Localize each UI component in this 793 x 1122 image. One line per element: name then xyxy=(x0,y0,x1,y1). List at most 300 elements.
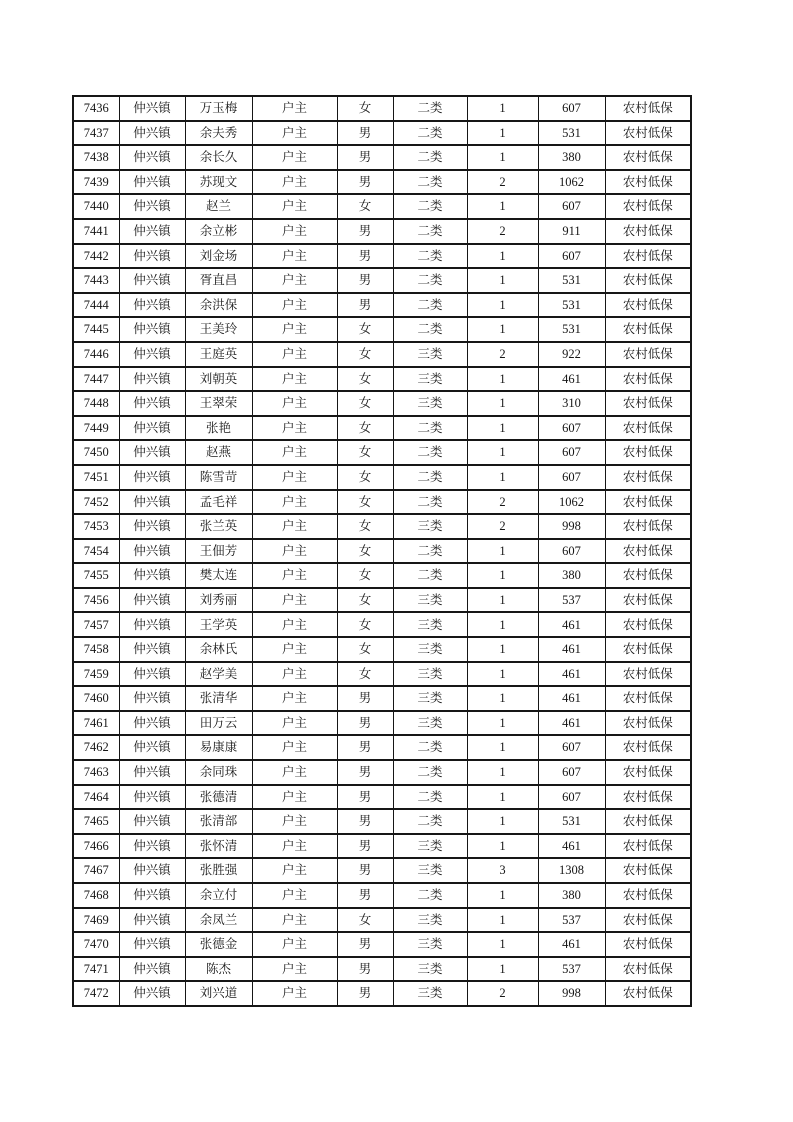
cell-category: 二类 xyxy=(393,490,467,515)
cell-benefit_type: 农村低保 xyxy=(605,121,691,146)
cell-relation: 户主 xyxy=(252,121,337,146)
cell-gender: 女 xyxy=(337,539,393,564)
cell-gender: 男 xyxy=(337,760,393,785)
cell-benefit_type: 农村低保 xyxy=(605,342,691,367)
cell-amount: 537 xyxy=(538,588,605,613)
table-row xyxy=(73,514,691,539)
cell-town: 仲兴镇 xyxy=(119,883,185,908)
cell-serial: 7460 xyxy=(73,686,119,711)
cell-name: 张胜强 xyxy=(185,858,252,883)
cell-gender: 女 xyxy=(337,367,393,392)
cell-amount: 531 xyxy=(538,293,605,318)
cell-persons: 1 xyxy=(467,317,538,342)
cell-town: 仲兴镇 xyxy=(119,809,185,834)
cell-persons: 1 xyxy=(467,834,538,859)
table-row xyxy=(73,809,691,834)
cell-town: 仲兴镇 xyxy=(119,367,185,392)
cell-amount: 461 xyxy=(538,932,605,957)
cell-gender: 女 xyxy=(337,465,393,490)
cell-amount: 607 xyxy=(538,539,605,564)
table-row xyxy=(73,908,691,933)
cell-amount: 1308 xyxy=(538,858,605,883)
cell-benefit_type: 农村低保 xyxy=(605,514,691,539)
cell-benefit_type: 农村低保 xyxy=(605,539,691,564)
cell-amount: 310 xyxy=(538,391,605,416)
cell-persons: 1 xyxy=(467,809,538,834)
cell-town: 仲兴镇 xyxy=(119,686,185,711)
cell-benefit_type: 农村低保 xyxy=(605,735,691,760)
cell-serial: 7464 xyxy=(73,785,119,810)
cell-relation: 户主 xyxy=(252,96,337,121)
cell-amount: 537 xyxy=(538,908,605,933)
cell-category: 三类 xyxy=(393,686,467,711)
cell-serial: 7465 xyxy=(73,809,119,834)
cell-gender: 女 xyxy=(337,612,393,637)
table-row xyxy=(73,932,691,957)
cell-name: 张怀清 xyxy=(185,834,252,859)
cell-gender: 女 xyxy=(337,662,393,687)
cell-serial: 7444 xyxy=(73,293,119,318)
cell-relation: 户主 xyxy=(252,932,337,957)
cell-category: 二类 xyxy=(393,194,467,219)
cell-benefit_type: 农村低保 xyxy=(605,293,691,318)
cell-name: 王美玲 xyxy=(185,317,252,342)
cell-serial: 7443 xyxy=(73,268,119,293)
cell-relation: 户主 xyxy=(252,834,337,859)
cell-category: 二类 xyxy=(393,563,467,588)
cell-gender: 男 xyxy=(337,711,393,736)
cell-gender: 男 xyxy=(337,785,393,810)
cell-category: 三类 xyxy=(393,981,467,1006)
table-row xyxy=(73,637,691,662)
cell-name: 王庭英 xyxy=(185,342,252,367)
cell-gender: 女 xyxy=(337,440,393,465)
cell-category: 二类 xyxy=(393,809,467,834)
table-row xyxy=(73,539,691,564)
table-row xyxy=(73,194,691,219)
cell-serial: 7472 xyxy=(73,981,119,1006)
cell-gender: 女 xyxy=(337,96,393,121)
cell-name: 万玉梅 xyxy=(185,96,252,121)
cell-name: 余凤兰 xyxy=(185,908,252,933)
cell-town: 仲兴镇 xyxy=(119,612,185,637)
table-row xyxy=(73,268,691,293)
cell-town: 仲兴镇 xyxy=(119,957,185,982)
cell-serial: 7439 xyxy=(73,170,119,195)
cell-benefit_type: 农村低保 xyxy=(605,932,691,957)
cell-amount: 531 xyxy=(538,809,605,834)
cell-amount: 607 xyxy=(538,96,605,121)
cell-town: 仲兴镇 xyxy=(119,637,185,662)
cell-town: 仲兴镇 xyxy=(119,539,185,564)
cell-gender: 女 xyxy=(337,391,393,416)
table-row xyxy=(73,883,691,908)
cell-persons: 1 xyxy=(467,539,538,564)
cell-serial: 7463 xyxy=(73,760,119,785)
cell-town: 仲兴镇 xyxy=(119,785,185,810)
cell-relation: 户主 xyxy=(252,563,337,588)
cell-benefit_type: 农村低保 xyxy=(605,686,691,711)
cell-amount: 607 xyxy=(538,760,605,785)
cell-relation: 户主 xyxy=(252,194,337,219)
cell-persons: 1 xyxy=(467,121,538,146)
cell-persons: 1 xyxy=(467,96,538,121)
cell-gender: 女 xyxy=(337,563,393,588)
cell-amount: 380 xyxy=(538,145,605,170)
cell-category: 三类 xyxy=(393,612,467,637)
cell-town: 仲兴镇 xyxy=(119,465,185,490)
cell-town: 仲兴镇 xyxy=(119,342,185,367)
cell-serial: 7442 xyxy=(73,244,119,269)
cell-benefit_type: 农村低保 xyxy=(605,711,691,736)
cell-benefit_type: 农村低保 xyxy=(605,588,691,613)
cell-category: 二类 xyxy=(393,293,467,318)
cell-town: 仲兴镇 xyxy=(119,219,185,244)
cell-town: 仲兴镇 xyxy=(119,711,185,736)
cell-name: 余立付 xyxy=(185,883,252,908)
cell-category: 三类 xyxy=(393,367,467,392)
table-row xyxy=(73,219,691,244)
cell-persons: 1 xyxy=(467,760,538,785)
table-row xyxy=(73,563,691,588)
cell-relation: 户主 xyxy=(252,416,337,441)
cell-gender: 男 xyxy=(337,834,393,859)
cell-serial: 7437 xyxy=(73,121,119,146)
cell-serial: 7468 xyxy=(73,883,119,908)
cell-serial: 7469 xyxy=(73,908,119,933)
cell-persons: 2 xyxy=(467,219,538,244)
cell-category: 三类 xyxy=(393,637,467,662)
cell-name: 余洪保 xyxy=(185,293,252,318)
cell-name: 赵兰 xyxy=(185,194,252,219)
cell-gender: 男 xyxy=(337,957,393,982)
cell-benefit_type: 农村低保 xyxy=(605,809,691,834)
cell-serial: 7457 xyxy=(73,612,119,637)
cell-persons: 1 xyxy=(467,735,538,760)
cell-gender: 男 xyxy=(337,981,393,1006)
cell-benefit_type: 农村低保 xyxy=(605,244,691,269)
cell-gender: 女 xyxy=(337,908,393,933)
cell-amount: 607 xyxy=(538,785,605,810)
cell-name: 余夫秀 xyxy=(185,121,252,146)
cell-gender: 女 xyxy=(337,490,393,515)
cell-category: 二类 xyxy=(393,317,467,342)
cell-relation: 户主 xyxy=(252,391,337,416)
cell-serial: 7456 xyxy=(73,588,119,613)
cell-serial: 7462 xyxy=(73,735,119,760)
cell-benefit_type: 农村低保 xyxy=(605,785,691,810)
cell-benefit_type: 农村低保 xyxy=(605,760,691,785)
cell-amount: 380 xyxy=(538,563,605,588)
cell-name: 余立彬 xyxy=(185,219,252,244)
cell-name: 陈杰 xyxy=(185,957,252,982)
cell-name: 余长久 xyxy=(185,145,252,170)
cell-gender: 男 xyxy=(337,735,393,760)
cell-category: 二类 xyxy=(393,465,467,490)
cell-name: 张德清 xyxy=(185,785,252,810)
cell-category: 二类 xyxy=(393,440,467,465)
cell-name: 张兰英 xyxy=(185,514,252,539)
cell-town: 仲兴镇 xyxy=(119,514,185,539)
table-row xyxy=(73,588,691,613)
cell-benefit_type: 农村低保 xyxy=(605,490,691,515)
cell-town: 仲兴镇 xyxy=(119,981,185,1006)
cell-serial: 7441 xyxy=(73,219,119,244)
cell-town: 仲兴镇 xyxy=(119,194,185,219)
cell-relation: 户主 xyxy=(252,342,337,367)
cell-gender: 女 xyxy=(337,416,393,441)
cell-name: 张清部 xyxy=(185,809,252,834)
cell-category: 三类 xyxy=(393,391,467,416)
cell-persons: 1 xyxy=(467,637,538,662)
cell-persons: 1 xyxy=(467,932,538,957)
cell-serial: 7459 xyxy=(73,662,119,687)
cell-name: 孟毛祥 xyxy=(185,490,252,515)
cell-category: 二类 xyxy=(393,170,467,195)
cell-persons: 1 xyxy=(467,416,538,441)
cell-benefit_type: 农村低保 xyxy=(605,170,691,195)
cell-category: 二类 xyxy=(393,244,467,269)
cell-amount: 380 xyxy=(538,883,605,908)
cell-serial: 7445 xyxy=(73,317,119,342)
cell-amount: 537 xyxy=(538,957,605,982)
cell-relation: 户主 xyxy=(252,490,337,515)
cell-category: 三类 xyxy=(393,662,467,687)
cell-category: 三类 xyxy=(393,932,467,957)
table-row xyxy=(73,834,691,859)
cell-name: 苏现文 xyxy=(185,170,252,195)
cell-name: 张艳 xyxy=(185,416,252,441)
table-row xyxy=(73,711,691,736)
cell-name: 王翠荣 xyxy=(185,391,252,416)
cell-relation: 户主 xyxy=(252,367,337,392)
cell-persons: 3 xyxy=(467,858,538,883)
cell-amount: 1062 xyxy=(538,490,605,515)
cell-category: 二类 xyxy=(393,539,467,564)
cell-category: 二类 xyxy=(393,121,467,146)
cell-relation: 户主 xyxy=(252,981,337,1006)
cell-persons: 1 xyxy=(467,662,538,687)
cell-category: 二类 xyxy=(393,883,467,908)
cell-serial: 7453 xyxy=(73,514,119,539)
cell-persons: 2 xyxy=(467,170,538,195)
table-row xyxy=(73,367,691,392)
cell-town: 仲兴镇 xyxy=(119,932,185,957)
cell-town: 仲兴镇 xyxy=(119,170,185,195)
cell-relation: 户主 xyxy=(252,268,337,293)
cell-category: 二类 xyxy=(393,96,467,121)
cell-category: 三类 xyxy=(393,834,467,859)
cell-town: 仲兴镇 xyxy=(119,145,185,170)
table-row xyxy=(73,612,691,637)
cell-gender: 女 xyxy=(337,194,393,219)
cell-benefit_type: 农村低保 xyxy=(605,957,691,982)
cell-town: 仲兴镇 xyxy=(119,317,185,342)
cell-name: 赵燕 xyxy=(185,440,252,465)
cell-town: 仲兴镇 xyxy=(119,121,185,146)
cell-serial: 7466 xyxy=(73,834,119,859)
cell-relation: 户主 xyxy=(252,785,337,810)
cell-name: 张德金 xyxy=(185,932,252,957)
cell-serial: 7440 xyxy=(73,194,119,219)
cell-name: 王佃芳 xyxy=(185,539,252,564)
cell-gender: 男 xyxy=(337,219,393,244)
cell-gender: 女 xyxy=(337,342,393,367)
cell-town: 仲兴镇 xyxy=(119,834,185,859)
cell-amount: 998 xyxy=(538,981,605,1006)
cell-gender: 男 xyxy=(337,932,393,957)
cell-relation: 户主 xyxy=(252,883,337,908)
cell-amount: 461 xyxy=(538,711,605,736)
cell-amount: 607 xyxy=(538,465,605,490)
cell-amount: 461 xyxy=(538,686,605,711)
cell-gender: 女 xyxy=(337,637,393,662)
cell-relation: 户主 xyxy=(252,957,337,982)
cell-serial: 7436 xyxy=(73,96,119,121)
cell-persons: 1 xyxy=(467,686,538,711)
cell-name: 陈雪苛 xyxy=(185,465,252,490)
cell-relation: 户主 xyxy=(252,637,337,662)
table-row xyxy=(73,391,691,416)
cell-category: 三类 xyxy=(393,588,467,613)
table-row xyxy=(73,662,691,687)
cell-amount: 461 xyxy=(538,662,605,687)
cell-amount: 1062 xyxy=(538,170,605,195)
cell-persons: 1 xyxy=(467,465,538,490)
table-row xyxy=(73,760,691,785)
cell-amount: 998 xyxy=(538,514,605,539)
cell-benefit_type: 农村低保 xyxy=(605,563,691,588)
table-body xyxy=(73,96,691,1006)
cell-relation: 户主 xyxy=(252,908,337,933)
cell-town: 仲兴镇 xyxy=(119,440,185,465)
table-row xyxy=(73,96,691,121)
table-row xyxy=(73,981,691,1006)
cell-gender: 男 xyxy=(337,268,393,293)
cell-persons: 1 xyxy=(467,268,538,293)
table-row xyxy=(73,490,691,515)
cell-relation: 户主 xyxy=(252,440,337,465)
cell-gender: 女 xyxy=(337,588,393,613)
cell-amount: 461 xyxy=(538,612,605,637)
cell-serial: 7458 xyxy=(73,637,119,662)
cell-amount: 461 xyxy=(538,834,605,859)
cell-serial: 7461 xyxy=(73,711,119,736)
cell-gender: 男 xyxy=(337,145,393,170)
cell-persons: 1 xyxy=(467,391,538,416)
cell-relation: 户主 xyxy=(252,219,337,244)
table-row xyxy=(73,465,691,490)
cell-persons: 1 xyxy=(467,563,538,588)
cell-town: 仲兴镇 xyxy=(119,760,185,785)
cell-benefit_type: 农村低保 xyxy=(605,268,691,293)
cell-category: 二类 xyxy=(393,416,467,441)
cell-persons: 2 xyxy=(467,342,538,367)
table-row xyxy=(73,317,691,342)
cell-gender: 男 xyxy=(337,858,393,883)
cell-gender: 女 xyxy=(337,514,393,539)
cell-gender: 男 xyxy=(337,121,393,146)
cell-category: 三类 xyxy=(393,908,467,933)
cell-category: 二类 xyxy=(393,785,467,810)
table-row xyxy=(73,686,691,711)
cell-amount: 607 xyxy=(538,735,605,760)
cell-name: 刘兴道 xyxy=(185,981,252,1006)
cell-town: 仲兴镇 xyxy=(119,908,185,933)
cell-amount: 607 xyxy=(538,416,605,441)
cell-persons: 1 xyxy=(467,194,538,219)
table-row xyxy=(73,440,691,465)
cell-town: 仲兴镇 xyxy=(119,293,185,318)
cell-benefit_type: 农村低保 xyxy=(605,662,691,687)
cell-serial: 7438 xyxy=(73,145,119,170)
cell-benefit_type: 农村低保 xyxy=(605,465,691,490)
cell-gender: 男 xyxy=(337,883,393,908)
cell-name: 余同珠 xyxy=(185,760,252,785)
cell-name: 余林氏 xyxy=(185,637,252,662)
cell-serial: 7467 xyxy=(73,858,119,883)
cell-amount: 461 xyxy=(538,637,605,662)
cell-persons: 1 xyxy=(467,883,538,908)
cell-amount: 531 xyxy=(538,268,605,293)
cell-persons: 1 xyxy=(467,145,538,170)
cell-name: 刘秀丽 xyxy=(185,588,252,613)
table-row xyxy=(73,145,691,170)
cell-town: 仲兴镇 xyxy=(119,416,185,441)
table-row xyxy=(73,293,691,318)
cell-category: 三类 xyxy=(393,957,467,982)
cell-persons: 1 xyxy=(467,293,538,318)
cell-category: 二类 xyxy=(393,760,467,785)
cell-serial: 7448 xyxy=(73,391,119,416)
cell-relation: 户主 xyxy=(252,317,337,342)
cell-serial: 7451 xyxy=(73,465,119,490)
cell-relation: 户主 xyxy=(252,686,337,711)
cell-benefit_type: 农村低保 xyxy=(605,367,691,392)
cell-name: 樊太连 xyxy=(185,563,252,588)
cell-name: 刘金场 xyxy=(185,244,252,269)
cell-benefit_type: 农村低保 xyxy=(605,440,691,465)
cell-benefit_type: 农村低保 xyxy=(605,391,691,416)
cell-benefit_type: 农村低保 xyxy=(605,416,691,441)
cell-relation: 户主 xyxy=(252,809,337,834)
cell-amount: 922 xyxy=(538,342,605,367)
cell-persons: 1 xyxy=(467,440,538,465)
cell-relation: 户主 xyxy=(252,711,337,736)
cell-persons: 1 xyxy=(467,711,538,736)
cell-relation: 户主 xyxy=(252,858,337,883)
cell-persons: 1 xyxy=(467,612,538,637)
cell-serial: 7446 xyxy=(73,342,119,367)
cell-town: 仲兴镇 xyxy=(119,588,185,613)
table-row xyxy=(73,121,691,146)
cell-relation: 户主 xyxy=(252,244,337,269)
cell-relation: 户主 xyxy=(252,465,337,490)
cell-relation: 户主 xyxy=(252,612,337,637)
table-row xyxy=(73,244,691,269)
cell-serial: 7447 xyxy=(73,367,119,392)
cell-benefit_type: 农村低保 xyxy=(605,858,691,883)
cell-category: 三类 xyxy=(393,711,467,736)
cell-town: 仲兴镇 xyxy=(119,662,185,687)
cell-relation: 户主 xyxy=(252,662,337,687)
table-row xyxy=(73,735,691,760)
cell-amount: 607 xyxy=(538,244,605,269)
cell-persons: 1 xyxy=(467,367,538,392)
cell-town: 仲兴镇 xyxy=(119,268,185,293)
cell-relation: 户主 xyxy=(252,539,337,564)
cell-serial: 7454 xyxy=(73,539,119,564)
